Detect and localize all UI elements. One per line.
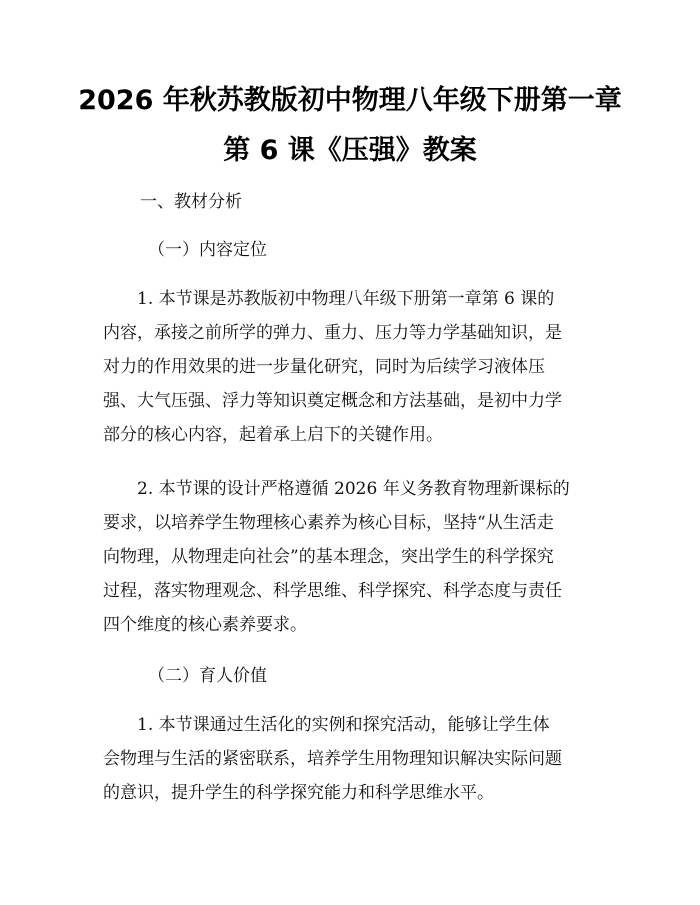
paragraph-line: 向物理，从物理走向社会”的基本理念，突出学生的科学探究 (103, 547, 554, 567)
document-title-line-2: 第 6 课《压强》教案 (223, 135, 477, 166)
paragraph-educational-value-1 (103, 708, 599, 810)
paragraph-line: 1. 本节课是苏教版初中物理八年级下册第一章第 6 课的 (137, 289, 555, 309)
paragraph-line: 会物理与生活的紧密联系，培养学生用物理知识解决实际问题 (103, 749, 562, 769)
paragraph-line: 部分的核心内容，起着承上启下的关键作用。 (103, 425, 443, 445)
paragraph-line: 内容，承接之前所学的弹力、重力、压力等力学基础知识，是 (103, 323, 562, 343)
subsection-heading-educational-value: （二）育人价值 (148, 666, 267, 686)
section-heading-textbook-analysis: 一、教材分析 (140, 192, 242, 212)
paragraph-content-positioning-1 (103, 282, 599, 452)
subsection-heading-content-positioning: （一）内容定位 (148, 240, 267, 260)
paragraph-line: 要求，以培养学生物理核心素养为核心目标，坚持“从生活走 (103, 513, 554, 533)
paragraph-line: 2. 本节课的设计严格遵循 2026 年义务教育物理新课标的 (137, 479, 570, 499)
paragraph-line: 对力的作用效果的进一步量化研究，同时为后续学习液体压 (103, 357, 545, 377)
paragraph-line: 强、大气压强、浮力等知识奠定概念和方法基础，是初中力学 (103, 391, 562, 411)
paragraph-line: 1. 本节课通过生活化的实例和探究活动，能够让学生体 (137, 715, 550, 735)
paragraph-line: 过程，落实物理观念、科学思维、科学探究、科学态度与责任 (103, 581, 562, 601)
paragraph-line: 四个维度的核心素养要求。 (103, 615, 307, 635)
paragraph-line: 的意识，提升学生的科学探究能力和科学思维水平。 (103, 783, 494, 803)
paragraph-content-positioning-2 (103, 472, 599, 642)
document-title-line-1: 2026 年秋苏教版初中物理八年级下册第一章 (78, 85, 622, 116)
